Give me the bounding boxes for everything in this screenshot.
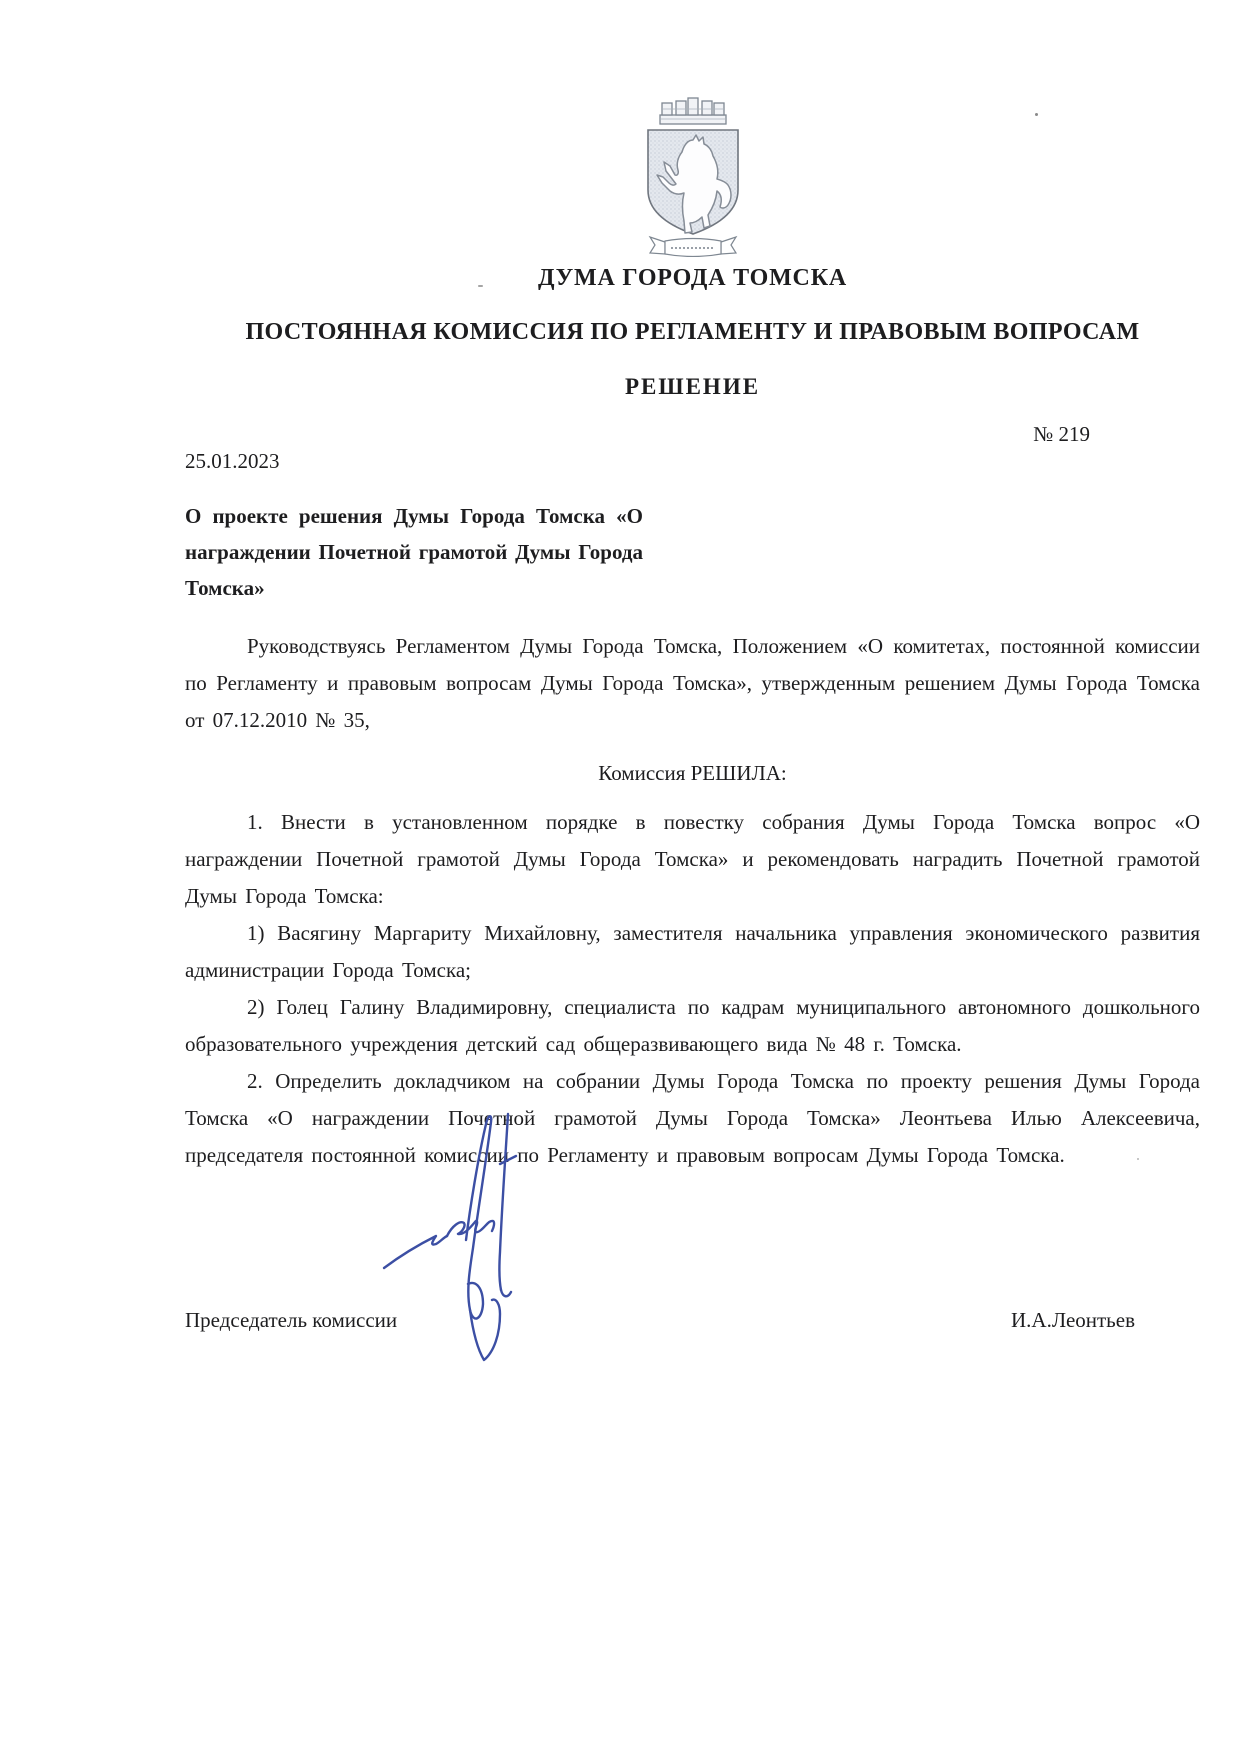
document-content (185, 0, 1200, 1174)
preamble-paragraph: Руководствуясь Регламентом Думы Города Томска, Положением «О комитетах, постоянной комиссии по Регламенту и правовым вопросам Думы Города Томска», утвержденным решением Думы Города Томска от 07.12.2010 № 35, (185, 634, 1200, 732)
scan-artifact-mark (478, 285, 483, 287)
document-subject: О проекте решения Думы Города Томска «О награждении Почетной грамотой Думы Города Томска» (185, 504, 643, 600)
paragraph-1-sub-1: 1) Васягину Маргариту Михайловну, заместителя начальника управления экономического развития администрации Города Томска; (185, 921, 1200, 982)
scan-artifact-dot (1035, 113, 1038, 116)
document-number: № 219 (1033, 422, 1090, 446)
document-date: 25.01.2023 (185, 449, 280, 473)
tomsk-coat-of-arms-icon (618, 92, 768, 257)
commission-title: ПОСТОЯННАЯ КОМИССИЯ ПО РЕГЛАМЕНТУ И ПРАВОВЫМ ВОПРОСАМ (245, 319, 1140, 345)
crown-icon (660, 98, 726, 124)
decision-heading: Комиссия РЕШИЛА: (598, 761, 787, 785)
paragraph-2: 2. Определить докладчиком на собрании Думы Города Томска по проекту решения Думы Города Томска «О награждении Почетной грамотой Думы Города Томска» Леонтьева Илью Алексеевича, председателя постоянной комиссии по Регламенту и правовым вопросам Думы Города Томска. (185, 1069, 1200, 1167)
signatory-name: И.А.Леонтьев (1011, 1308, 1135, 1332)
signatory-title: Председатель комиссии (185, 1308, 398, 1332)
scan-artifact-dot (1137, 1158, 1139, 1160)
paragraph-1-sub-2: 2) Голец Галину Владимировну, специалиста по кадрам муниципального автономного дошкольного образовательного учреждения детский сад общеразвивающего вида № 48 г. Томска. (185, 995, 1200, 1056)
handwritten-signature-icon (370, 1108, 570, 1380)
document-type-heading: РЕШЕНИЕ (624, 374, 761, 399)
ribbon-icon (650, 237, 736, 257)
emblem-block (185, 92, 1200, 257)
paragraph-1: 1. Внести в установленном порядке в повестку собрания Думы Города Томска вопрос «О награждении Почетной грамотой Думы Города Томска» и рекомендовать наградить Почетной грамотой Думы Города Томска: (185, 810, 1200, 908)
organization-title: ДУМА ГОРОДА ТОМСКА (537, 265, 848, 291)
